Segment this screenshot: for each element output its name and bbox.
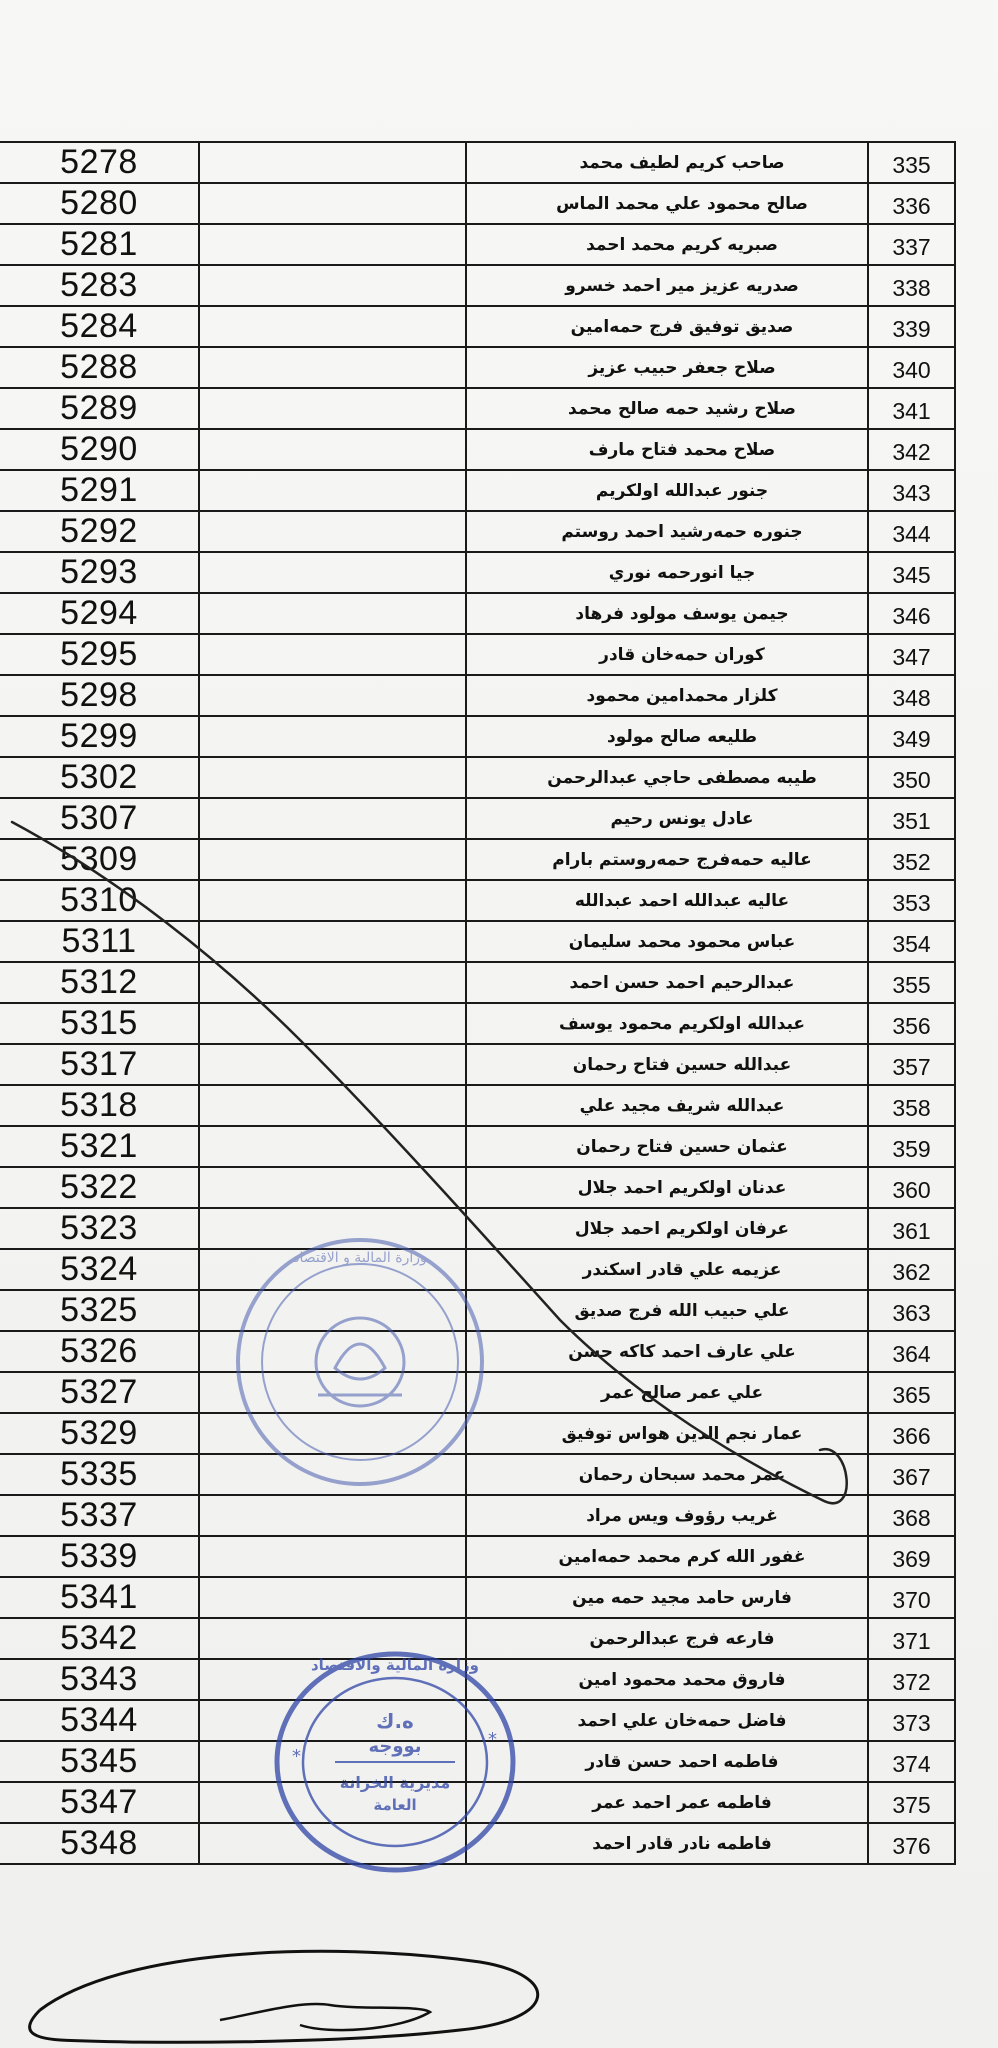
seq-number-cell: 365 [868,1372,955,1413]
code-cell: 5341 [0,1577,199,1618]
blank-cell [199,1618,466,1659]
name-cell: علي عمر صالح عمر [466,1372,868,1413]
table-row [0,511,955,552]
code-cell: 5324 [0,1249,199,1290]
table-row [0,1208,955,1249]
table-row [0,1741,955,1782]
name-cell: عدنان اولكريم احمد جلال [466,1167,868,1208]
name-cell: جيا انورحمه نوري [466,552,868,593]
blank-cell [199,1372,466,1413]
blank-cell [199,1782,466,1823]
code-cell: 5291 [0,470,199,511]
blank-cell [199,1126,466,1167]
name-cell: علي عارف احمد كاكه حسن [466,1331,868,1372]
code-cell: 5311 [0,921,199,962]
name-cell: عرفان اولكريم احمد جلال [466,1208,868,1249]
name-cell: جنور عبدالله اولكريم [466,470,868,511]
name-cell: عاليه عبدالله احمد عبدالله [466,880,868,921]
blank-cell [199,1659,466,1700]
seq-number-cell: 355 [868,962,955,1003]
code-cell: 5342 [0,1618,199,1659]
code-cell: 5293 [0,552,199,593]
seq-number-cell: 367 [868,1454,955,1495]
code-cell: 5327 [0,1372,199,1413]
seq-number-cell: 372 [868,1659,955,1700]
seq-number-cell: 335 [868,142,955,183]
code-cell: 5323 [0,1208,199,1249]
table-row [0,839,955,880]
handwritten-signature [30,1951,538,2042]
seq-number-cell: 340 [868,347,955,388]
table-row [0,1782,955,1823]
seq-number-cell: 356 [868,1003,955,1044]
code-cell: 5339 [0,1536,199,1577]
seq-number-cell: 351 [868,798,955,839]
code-cell: 5317 [0,1044,199,1085]
seq-number-cell: 336 [868,183,955,224]
seq-number-cell: 360 [868,1167,955,1208]
table-row [0,1085,955,1126]
name-cell: صبريه كريم محمد احمد [466,224,868,265]
ledger-table [0,141,956,1865]
seq-number-cell: 343 [868,470,955,511]
dept-stamp-line3: مديرية الخزانة [339,1773,451,1792]
name-cell: فارعه فرج عبدالرحمن [466,1618,868,1659]
code-cell: 5310 [0,880,199,921]
blank-cell [199,1085,466,1126]
table-row [0,1249,955,1290]
seq-number-cell: 366 [868,1413,955,1454]
table-row [0,1126,955,1167]
blank-cell [199,716,466,757]
blank-cell [199,142,466,183]
code-cell: 5309 [0,839,199,880]
svg-text:*: * [488,1729,497,1750]
dept-stamp-line4: العامة [373,1796,417,1814]
seq-number-cell: 373 [868,1700,955,1741]
seq-number-cell: 370 [868,1577,955,1618]
table-row [0,798,955,839]
table-row [0,1003,955,1044]
code-cell: 5294 [0,593,199,634]
seq-number-cell: 374 [868,1741,955,1782]
table-row [0,1167,955,1208]
code-cell: 5299 [0,716,199,757]
name-cell: فاطمه نادر قادر احمد [466,1823,868,1864]
name-cell: فارس حامد مجيد حمه مين [466,1577,868,1618]
seq-number-cell: 339 [868,306,955,347]
seq-number-cell: 349 [868,716,955,757]
blank-cell [199,1536,466,1577]
table-row [0,347,955,388]
dept-stamp-line2: بووجه [368,1736,422,1757]
code-cell: 5280 [0,183,199,224]
name-cell: صديق توفيق فرج حمه‌امين [466,306,868,347]
code-cell: 5344 [0,1700,199,1741]
blank-cell [199,1454,466,1495]
code-cell: 5307 [0,798,199,839]
round-seal-text: وزارة المالية و الاقتصاد [293,1250,427,1266]
table-row [0,224,955,265]
seq-number-cell: 348 [868,675,955,716]
name-cell: صاحب كريم لطيف محمد [466,142,868,183]
blank-cell [199,1495,466,1536]
code-cell: 5302 [0,757,199,798]
table-row [0,470,955,511]
blank-cell [199,1167,466,1208]
table-row [0,265,955,306]
seq-number-cell: 354 [868,921,955,962]
name-cell: غريب رؤوف ويس مراد [466,1495,868,1536]
table-row [0,1823,955,1864]
name-cell: عبدالله شريف مجيد علي [466,1085,868,1126]
name-cell: عزيمه علي قادر اسكندر [466,1249,868,1290]
name-cell: عبدالله اولكريم محمود يوسف [466,1003,868,1044]
table-row [0,142,955,183]
seq-number-cell: 352 [868,839,955,880]
dept-stamp-line1: ه.ك [376,1709,414,1733]
table-row [0,1044,955,1085]
table-row [0,1618,955,1659]
blank-cell [199,1823,466,1864]
seq-number-cell: 357 [868,1044,955,1085]
table-row [0,1495,955,1536]
blank-cell [199,1331,466,1372]
blank-cell [199,429,466,470]
ledger-table-wrap [0,141,955,1865]
code-cell: 5337 [0,1495,199,1536]
blank-cell [199,880,466,921]
name-cell: كلزار محمدامين محمود [466,675,868,716]
blank-cell [199,798,466,839]
blank-cell [199,675,466,716]
blank-cell [199,1044,466,1085]
seq-number-cell: 362 [868,1249,955,1290]
name-cell: كوران حمه‌خان قادر [466,634,868,675]
table-row [0,1577,955,1618]
blank-cell [199,347,466,388]
code-cell: 5345 [0,1741,199,1782]
blank-cell [199,839,466,880]
seq-number-cell: 341 [868,388,955,429]
name-cell: غفور الله كرم محمد حمه‌امين [466,1536,868,1577]
table-row [0,183,955,224]
seq-number-cell: 346 [868,593,955,634]
blank-cell [199,1003,466,1044]
name-cell: جيمن يوسف مولود فرهاد [466,593,868,634]
code-cell: 5322 [0,1167,199,1208]
blank-cell [199,511,466,552]
seq-number-cell: 353 [868,880,955,921]
table-row [0,962,955,1003]
table-row [0,306,955,347]
code-cell: 5278 [0,142,199,183]
code-cell: 5283 [0,265,199,306]
code-cell: 5298 [0,675,199,716]
name-cell: فاروق محمد محمود امين [466,1659,868,1700]
seq-number-cell: 368 [868,1495,955,1536]
name-cell: طليعه صالح مولود [466,716,868,757]
code-cell: 5288 [0,347,199,388]
seq-number-cell: 376 [868,1823,955,1864]
table-row [0,880,955,921]
seq-number-cell: 337 [868,224,955,265]
blank-cell [199,1577,466,1618]
code-cell: 5325 [0,1290,199,1331]
table-row [0,1659,955,1700]
blank-cell [199,388,466,429]
table-row [0,757,955,798]
seq-number-cell: 371 [868,1618,955,1659]
name-cell: عادل يونس رحيم [466,798,868,839]
name-cell: طيبه مصطفى حاجي عبدالرحمن [466,757,868,798]
table-row [0,921,955,962]
table-row [0,1454,955,1495]
table-row [0,1536,955,1577]
table-row [0,552,955,593]
name-cell: عبدالله حسين فتاح رحمان [466,1044,868,1085]
name-cell: صالح محمود علي محمد الماس [466,183,868,224]
table-row [0,1700,955,1741]
table-row [0,1413,955,1454]
name-cell: صلاح محمد فتاح مارف [466,429,868,470]
blank-cell [199,470,466,511]
seq-number-cell: 338 [868,265,955,306]
svg-text:*: * [292,1746,301,1767]
name-cell: فاضل حمه‌خان علي احمد [466,1700,868,1741]
code-cell: 5290 [0,429,199,470]
code-cell: 5343 [0,1659,199,1700]
seq-number-cell: 359 [868,1126,955,1167]
table-row [0,388,955,429]
name-cell: عثمان حسين فتاح رحمان [466,1126,868,1167]
blank-cell [199,1208,466,1249]
table-row [0,1331,955,1372]
code-cell: 5284 [0,306,199,347]
code-cell: 5281 [0,224,199,265]
blank-cell [199,634,466,675]
name-cell: صلاح رشيد حمه صالح محمد [466,388,868,429]
seq-number-cell: 358 [868,1085,955,1126]
dept-stamp-arc-text: وزارة المالية والاقتصاد [310,1656,480,1674]
seq-number-cell: 369 [868,1536,955,1577]
table-row [0,429,955,470]
ledger-body [0,142,955,1864]
seq-number-cell: 345 [868,552,955,593]
blank-cell [199,1290,466,1331]
name-cell: عبدالرحيم احمد حسن احمد [466,962,868,1003]
name-cell: عمار نجم الدين هواس توفيق [466,1413,868,1454]
blank-cell [199,224,466,265]
blank-cell [199,1413,466,1454]
seq-number-cell: 361 [868,1208,955,1249]
code-cell: 5335 [0,1454,199,1495]
name-cell: فاطمه عمر احمد عمر [466,1782,868,1823]
blank-cell [199,265,466,306]
table-row [0,593,955,634]
name-cell: عباس محمود محمد سليمان [466,921,868,962]
blank-cell [199,1249,466,1290]
code-cell: 5292 [0,511,199,552]
code-cell: 5329 [0,1413,199,1454]
seq-number-cell: 342 [868,429,955,470]
blank-cell [199,593,466,634]
name-cell: صدريه عزيز مير احمد خسرو [466,265,868,306]
table-row [0,716,955,757]
code-cell: 5312 [0,962,199,1003]
name-cell: عمر محمد سبحان رحمان [466,1454,868,1495]
code-cell: 5347 [0,1782,199,1823]
blank-cell [199,757,466,798]
blank-cell [199,1700,466,1741]
blank-cell [199,962,466,1003]
name-cell: علي حبيب الله فرج صديق [466,1290,868,1331]
blank-cell [199,306,466,347]
table-row [0,675,955,716]
name-cell: فاطمه احمد حسن قادر [466,1741,868,1782]
code-cell: 5348 [0,1823,199,1864]
seq-number-cell: 375 [868,1782,955,1823]
seq-number-cell: 363 [868,1290,955,1331]
table-row [0,1290,955,1331]
seq-number-cell: 350 [868,757,955,798]
code-cell: 5318 [0,1085,199,1126]
table-row [0,634,955,675]
code-cell: 5326 [0,1331,199,1372]
name-cell: جنوره حمه‌رشيد احمد روستم [466,511,868,552]
code-cell: 5315 [0,1003,199,1044]
blank-cell [199,183,466,224]
name-cell: صلاح جعفر حبيب عزيز [466,347,868,388]
code-cell: 5289 [0,388,199,429]
code-cell: 5321 [0,1126,199,1167]
name-cell: عاليه حمه‌فرج حمه‌روستم بارام [466,839,868,880]
code-cell: 5295 [0,634,199,675]
seq-number-cell: 344 [868,511,955,552]
seq-number-cell: 364 [868,1331,955,1372]
seq-number-cell: 347 [868,634,955,675]
blank-cell [199,921,466,962]
blank-cell [199,552,466,593]
blank-cell [199,1741,466,1782]
table-row [0,1372,955,1413]
